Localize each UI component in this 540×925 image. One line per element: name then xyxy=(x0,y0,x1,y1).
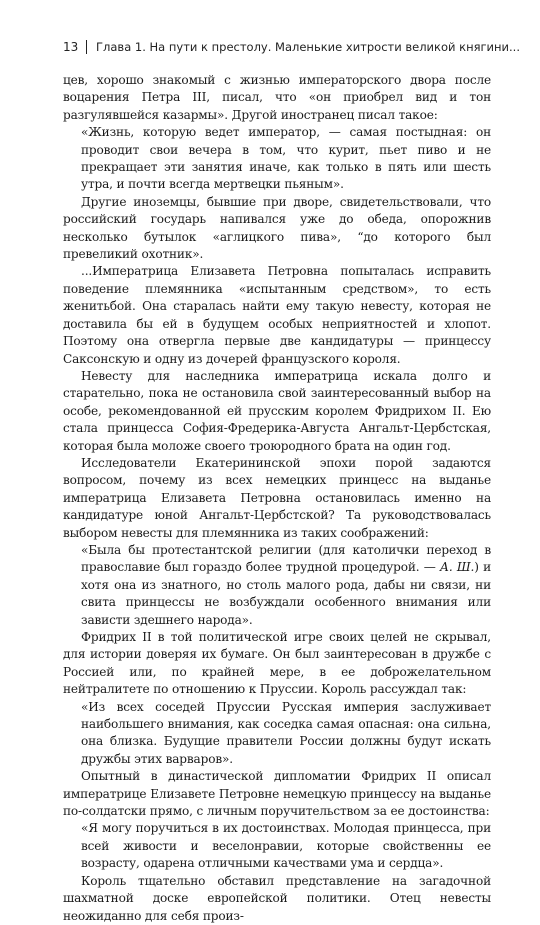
page-number: 13 xyxy=(63,40,79,54)
quote-text: «Была бы протестантской религии (для католички переход в православие был гораздо более трудной процедурой. — xyxy=(81,542,491,575)
quote-block xyxy=(63,542,491,629)
paragraph: Опытный в династической дипломатии Фридрих II описал императрице Елизавете Петровне немецкую принцессу на выданье по-солдатски прямо, с личным поручительством за ее достоинства: xyxy=(63,769,491,819)
quote-text: ) и хотя она из знатного, но столь малого рода, дабы ни связи, ни свита принцессы не возбуждали особенного внимания или зависти здешнего народа». xyxy=(81,560,491,627)
paragraph: ...Императрица Елизавета Петровна попыталась исправить поведение племянника «испытанным средством», то есть женитьбой. Она старалась найти ему такую невесту, которая не доставила бы ей в будущем особых неприятностей и хлопот. Поэтому она отвергла первые две кандидатуры — принцессу Саксонскую и одну из дочерей французского короля. xyxy=(63,264,491,366)
quote-block: «Я могу поручиться в их достоинствах. Молодая принцесса, при всей живости и веселонравии, которые свойственны ее возрасту, одарена отличными качествами ума и сердца». xyxy=(81,821,491,871)
paragraph: цев, хорошо знакомый с жизнью императорского двора после воцарения Петра III, писал, что «он приобрел вид и тон разгулявшейся казармы». Другой иностранец писал такое: xyxy=(63,73,491,122)
running-header xyxy=(63,40,520,54)
paragraph: Король тщательно обставил представление на загадочной шахматной доске европейской политики. Отец невесты неожиданно для себя произ- xyxy=(63,873,491,923)
paragraph: Невесту для наследника императрица искала долго и старательно, пока не остановила свой заинтересованный выбор на особе, рекомендованной ей прусским королем Фридрихом II. Ею стала принцесса София-Фредерика-Августа Ангальт-Цербстская, которая была моложе своего троюродного брата на один год. xyxy=(63,368,491,453)
page-body xyxy=(63,72,491,925)
quote-block: «Из всех соседей Пруссии Русская империя заслуживает наибольшего внимания, как соседка самая опасная: она сильна, она близка. Будущие правители России должны будут искать дружбы этих варваров». xyxy=(81,699,491,766)
author-initials: А. Ш. xyxy=(439,560,475,575)
header-divider xyxy=(86,40,87,54)
paragraph: Исследователи Екатерининской эпохи порой задаются вопросом, почему из всех немецких принцесс на выданье императрица Елизавета Петровна остановилась именно на кандидатуре юной Ангальт-Цербстской? Та руководствовалась выбором невесты для племянника из таких соображений: xyxy=(63,455,491,540)
paragraph: Другие иноземцы, бывшие при дворе, свидетельствовали, что российский государь напивался уже до обеда, опорожнив несколько бутылок «аглицкого пива», “до которого был превеликий охотник». xyxy=(63,194,491,262)
paragraph: Фридрих II в той политической игре своих целей не скрывал, для истории доверяя их бумаге. Он был заинтересован в дружбе с Россией или, по крайней мере, в ее доброжелательном нейтралитете по отношению к Пруссии. Король рассуждал так: xyxy=(63,630,491,697)
running-title: Глава 1. На пути к престолу. Маленькие хитрости великой княгини... xyxy=(96,40,520,54)
quote-block: «Жизнь, которую ведет император, — самая постыдная: он проводит свои вечера в том, что курит, пьет пиво и не прекращает эти занятия иначе, как только в пять или шесть утра, и почти всегда мертвецки пьяным». xyxy=(81,125,491,192)
